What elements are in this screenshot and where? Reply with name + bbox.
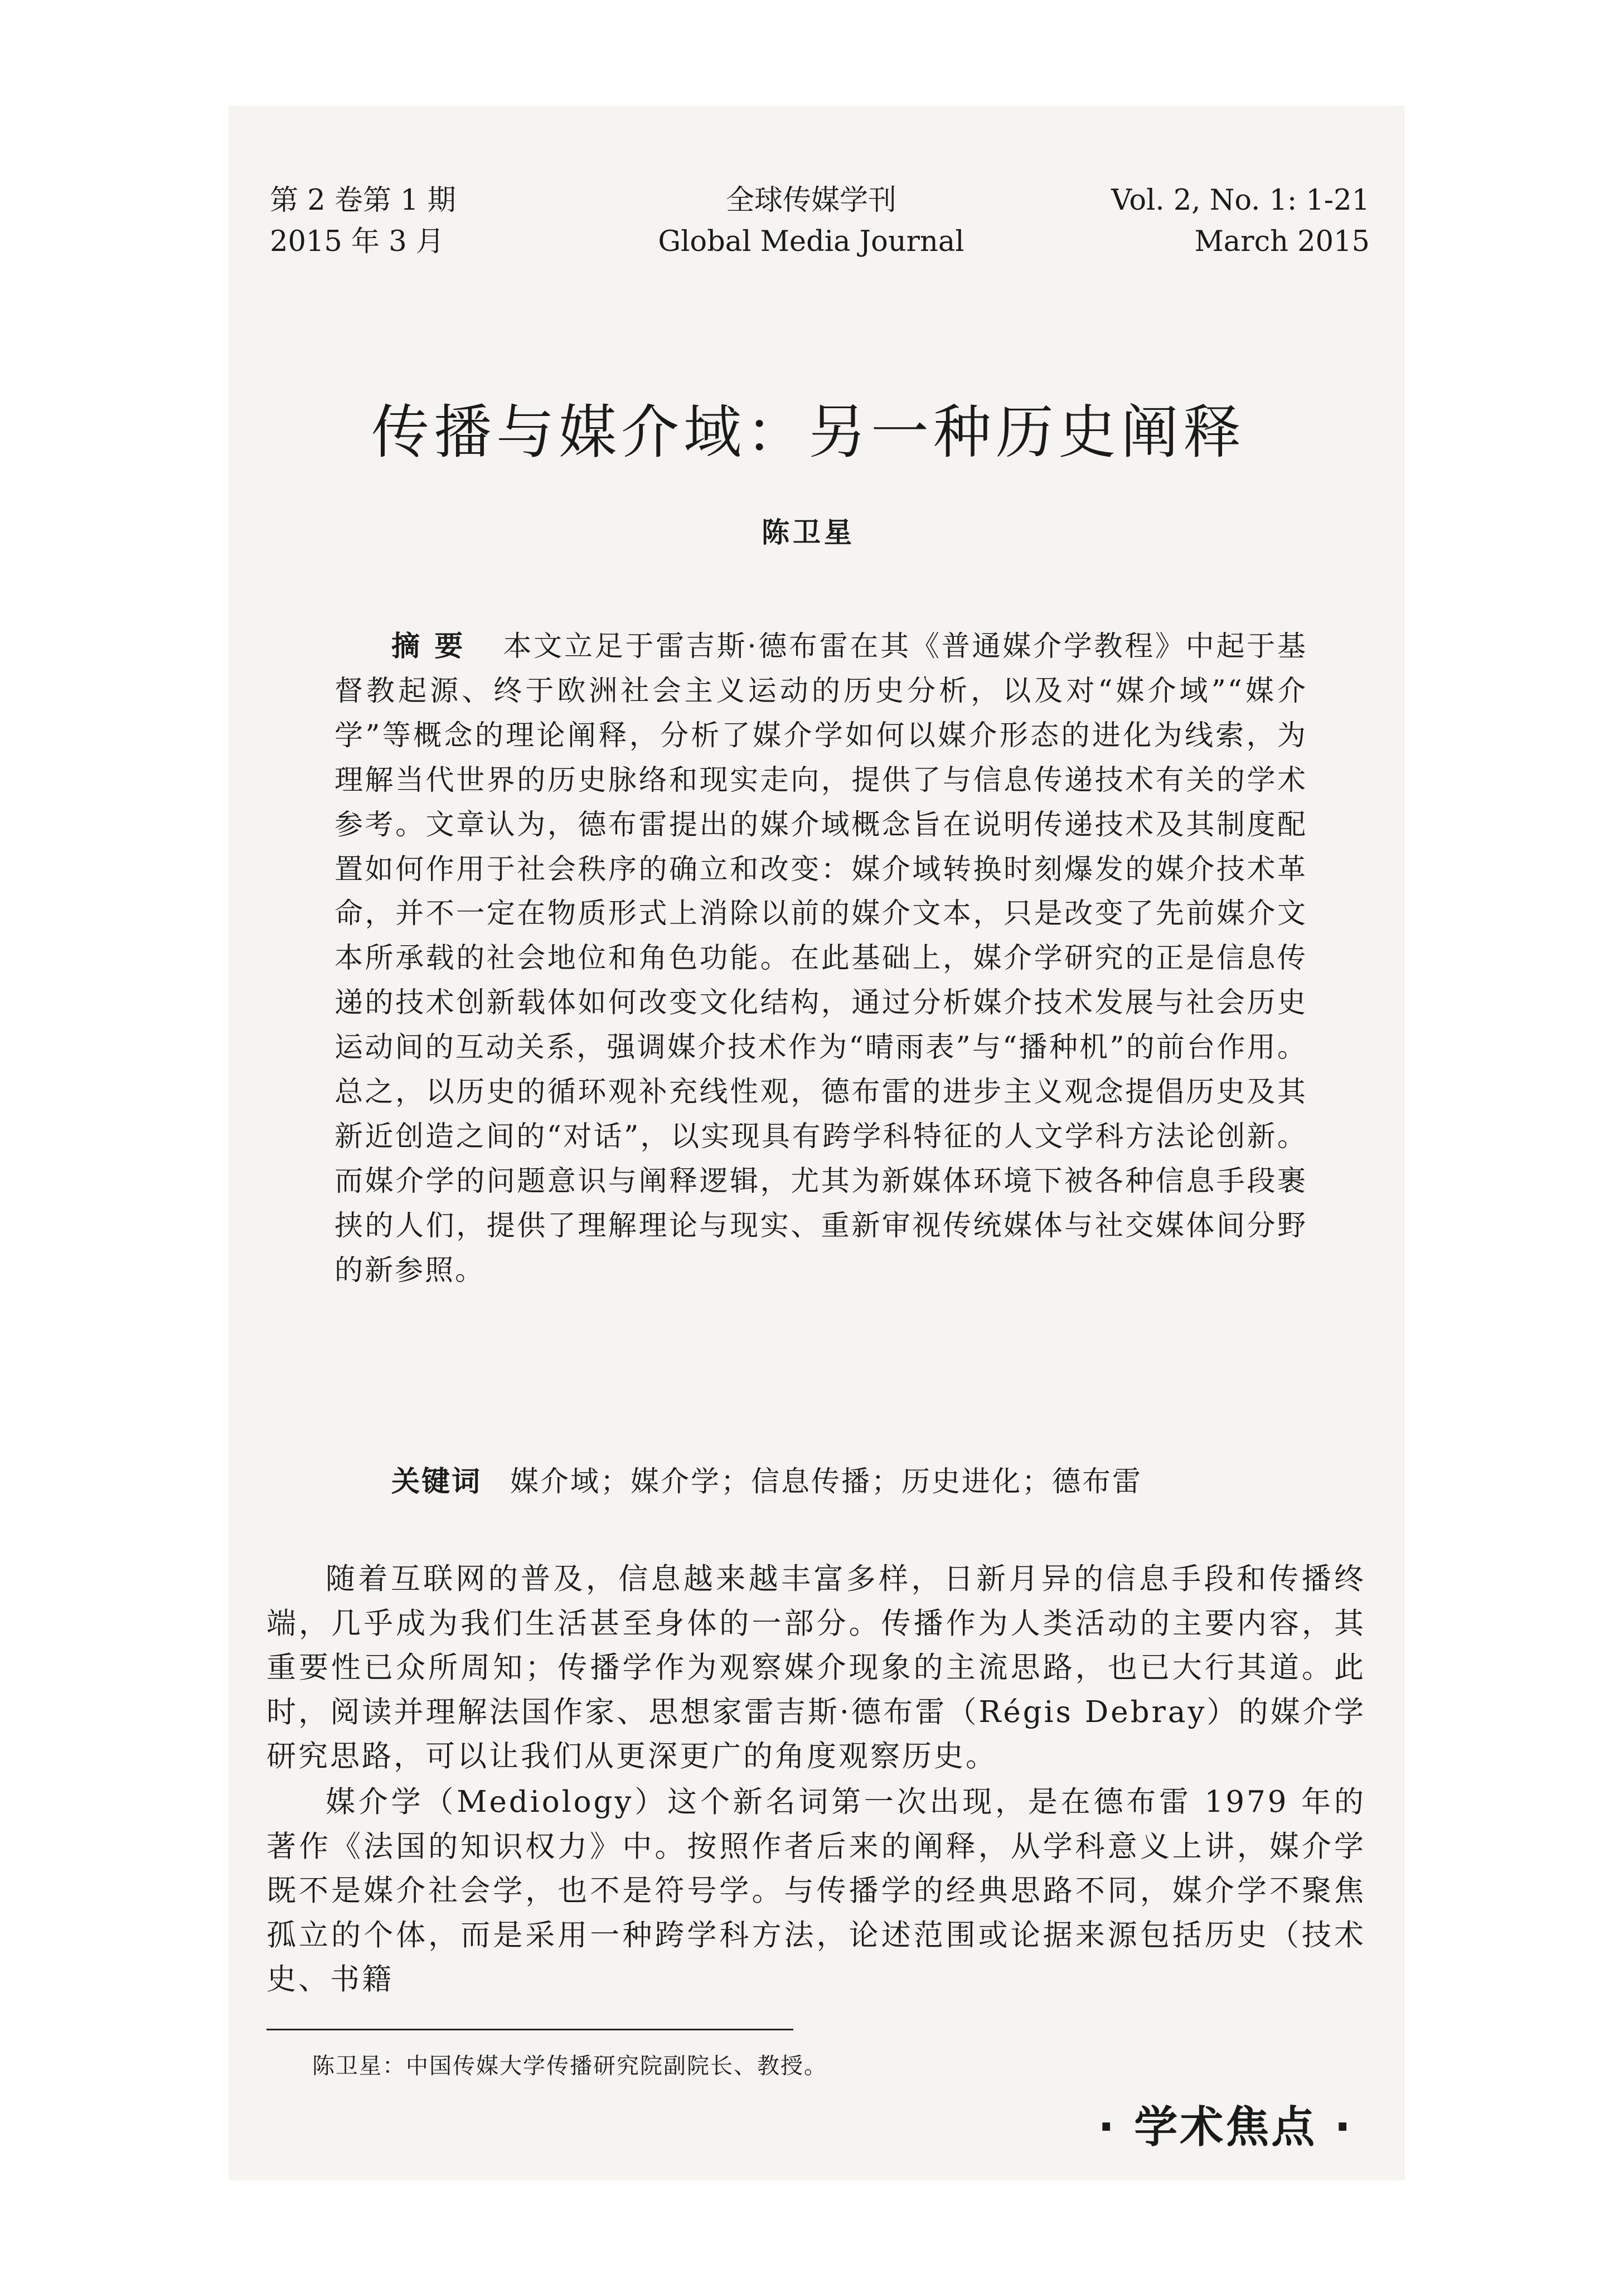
header-date-en: March 2015: [1194, 225, 1370, 258]
body-paragraph: 随着互联网的普及，信息越来越丰富多样，日新月异的信息手段和传播终端，几乎成为我们生活甚至身体的一部分。传播作为人类活动的主要内容，其重要性已众所周知；传播学作为观察媒介现象的主流思路，也已大行其道。此时，阅读并理解法国作家、思想家雷吉斯·德布雷（Régis Debray）的媒介学研究思路，可以让我们从更深更广的角度观察历史。: [266, 1562, 1366, 1774]
abstract: [335, 625, 1307, 1293]
header-journal-en: Global Media Journal: [658, 225, 964, 258]
abstract-paragraph: [335, 625, 1307, 1293]
keywords-text: 媒介域；媒介学；信息传播；历史进化；德布雷: [510, 1465, 1143, 1498]
body-paragraph: 媒介学（Mediology）这个新名词第一次出现，是在德布雷 1979 年的著作《法国的知识权力》中。按照作者后来的阐释，从学科意义上讲，媒介学既不是媒介社会学，也不是符号学。与传播学的经典思路不同，媒介学不聚焦孤立的个体，而是采用一种跨学科方法，论述范围或论据来源包括历史（技术史、书籍: [266, 1784, 1366, 1997]
section-tag: · 学术焦点 ·: [1098, 2102, 1353, 2153]
keywords-label: 关键词: [391, 1465, 482, 1498]
header-volume-issue: 第 2 卷第 1 期: [270, 184, 456, 217]
header-vol-pages: Vol. 2, No. 1: 1-21: [1111, 184, 1370, 217]
article-author: 陈卫星: [762, 516, 855, 549]
keywords: [335, 1462, 1307, 1502]
header-journal-cn: 全球传媒学刊: [725, 184, 896, 217]
body-text: [266, 1557, 1366, 2003]
abstract-label: 摘要: [391, 630, 478, 663]
header-date-cn: 2015 年 3 月: [270, 225, 444, 258]
article-title: 传播与媒介域：另一种历史阐释: [371, 398, 1245, 466]
footnote-divider: [266, 2029, 793, 2030]
abstract-text: 本文立足于雷吉斯·德布雷在其《普通媒介学教程》中起于基督教起源、终于欧洲社会主义运动的历史分析，以及对“媒介域”“媒介学”等概念的理论阐释，分析了媒介学如何以媒介形态的进化为线索，为理解当代世界的历史脉络和现实走向，提供了与信息传递技术有关的学术参考。文章认为，德布雷提出的媒介域概念旨在说明传递技术及其制度配置如何作用于社会秩序的确立和改变：媒介域转换时刻爆发的媒介技术革命，并不一定在物质形式上消除以前的媒介文本，只是改变了先前媒介文本所承载的社会地位和角色功能。在此基础上，媒介学研究的正是信息传递的技术创新载体如何改变文化结构，通过分析媒介技术发展与社会历史运动间的互动关系，强调媒介技术作为“晴雨表”与“播种机”的前台作用。总之，以历史的循环观补充线性观，德布雷的进步主义观念提倡历史及其新近创造之间的“对话”，以实现具有跨学科特征的人文学科方法论创新。而媒介学的问题意识与阐释逻辑，尤其为新媒体环境下被各种信息手段裹挟的人们，提供了理解理论与现实、重新审视传统媒体与社交媒体间分野的新参照。: [335, 630, 1307, 1287]
footnote: 陈卫星：中国传媒大学传播研究院副院长、教授。: [312, 2053, 827, 2079]
